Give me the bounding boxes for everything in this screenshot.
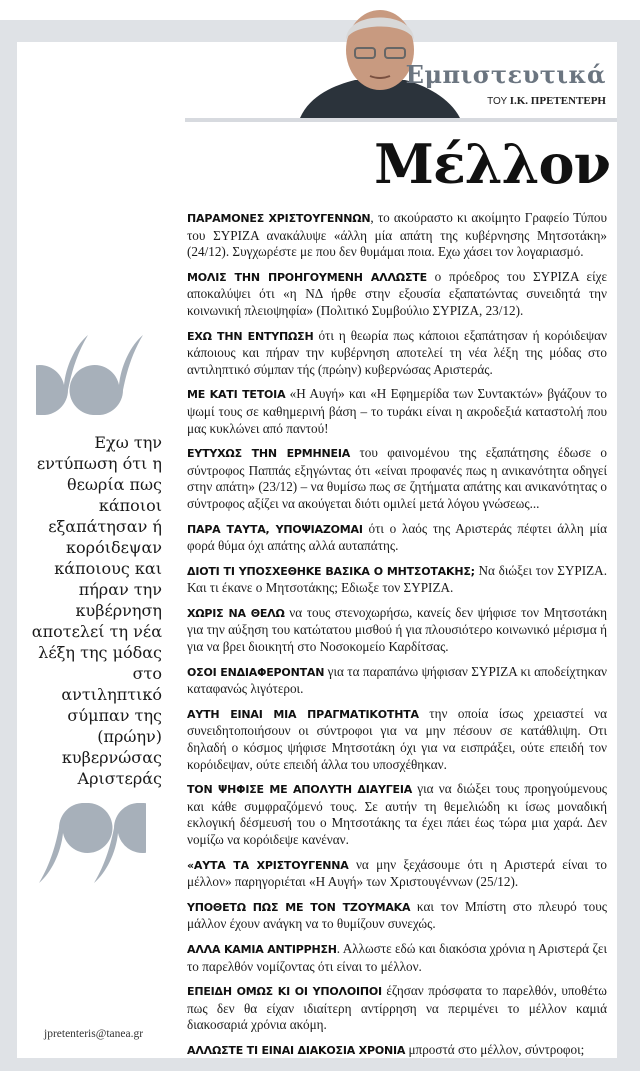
paragraph-text: την οποία ίσως χρειαστεί να συνειδητοποιήσουν οι σύντροφοι για να μην πέσουν σε κατάθλιψη. Οτι δηλαδή ο κόσμος ψήφισε Μητσοτάκη όχι για να εισπράξει, ούτε επειδή τον κορόιδεψαν, ούτε επειδή άλλα του υποσχέθηκαν. (187, 705, 607, 772)
paragraph-lead: ΑΛΛΑ ΚΑΜΙΑ ΑΝΤΙΡΡΗΣΗ (187, 942, 337, 956)
byline-prefix: ΤΟΥ (487, 96, 507, 107)
paragraph-lead: ΧΩΡΙΣ ΝΑ ΘΕΛΩ (187, 606, 285, 620)
paragraph (187, 386, 607, 437)
headline: Μέλλον (374, 132, 610, 196)
paragraph-lead: «ΑΥΤΑ ΤΑ ΧΡΙΣΤΟΥΓΕΝΝΑ (187, 858, 349, 872)
paragraph-lead: ΕΠΕΙΔΗ ΟΜΩΣ ΚΙ ΟΙ ΥΠΟΛΟΙΠΟΙ (187, 985, 382, 999)
paragraph-text: ότι ο λαός της Αριστεράς πέφτει άλλη μία φορά θύμα όχι απάτης αλλά αυταπάτης. (187, 520, 607, 554)
paragraph-text: ο πρόεδρος του ΣΥΡΙΖΑ είχε αποκαλύψει ότι «η ΝΔ ήρθε στην εξουσία εξαπατώντας συνειδητά την κοινωνική πλειοψηφία» (Πολιτικό Συμβούλιο ΣΥΡΙΖΑ, 23/12). (187, 268, 608, 318)
pull-quote: Εχω την εντύπωση ότι η θεωρία πως κάποιοι εξαπάτησαν ή κορόιδεψαν κάποιους και πήραν την κυβέρνηση αποτελεί τη νέα λέξη της μόδας στο αντιληπτικό σύμπαν της (πρώην) κυβερνώσας Αριστεράς (31, 433, 162, 788)
paragraph-text: . Αλλωστε εδώ και διακόσια χρόνια η Αριστερά ζει το παρελθόν νομίζοντας ότι είναι το μέλλον. (187, 940, 607, 974)
paragraph-text: Να διώξει τον ΣΥΡΙΖΑ. Και τι έκανε ο Μητσοτάκης; Εδιωξε τον ΣΥΡΙΖΑ. (187, 562, 607, 596)
paragraph-lead: ΔΙΟΤΙ ΤΙ ΥΠΟΣΧΕΘΗΚΕ ΒΑΣΙΚΑ Ο ΜΗΤΣΟΤΑΚΗΣ; (187, 564, 475, 578)
paragraph-lead: ΠΑΡΑ ΤΑΥΤΑ, ΥΠΟΨΙΑΖΟΜΑΙ (187, 522, 363, 536)
article-body (187, 210, 607, 1068)
paragraph-text: για να διώξει τους προηγούμενους και κάθε συμφραζόμενό τους. Σε αυτήν τη θεμελιώδη κι ίσως μοναδική εκλογική δέσμευσή του ο Μητσοτάκης τα έχει πάει έως τώρα μια χαρά. Δεν νομίζω να κορόιδεψε κανέναν. (187, 781, 607, 847)
paragraph (187, 941, 607, 975)
paragraph-lead: ΥΠΟΘΕΤΩ ΠΩΣ ΜΕ ΤΟΝ ΤΖΟΥΜΑΚΑ (187, 900, 411, 914)
header-band (185, 118, 617, 122)
paragraph-text: ότι η θεωρία πως κάποιοι εξαπάτησαν ή κορόιδεψαν κάποιους και πήραν την κυβέρνηση αποτελεί τη νέα λέξη της μόδας στο αντιληπτικό σύμπαν τής (πρώην) κυβερνώσας Αριστεράς. (187, 327, 607, 377)
paragraph-text: να μην ξεχάσουμε ότι η Αριστερά είναι το μέλλον» παρηγοριέται «Η Αυγή» των Χριστουγέννων (25/12). (187, 856, 607, 890)
paragraph (187, 983, 607, 1034)
paragraph-text: έζησαν πρόσφατα το παρελθόν, υποθέτω πως δεν θα είχαν ιδιαίτερη αντίρρηση να περιμένει το μέλλον καμιά διακοσαριά χρόνια ακόμη. (187, 983, 607, 1033)
paragraph-text: , το ακούραστο κι ακοίμητο Γραφείο Τύπου του ΣΥΡΙΖΑ ανακάλυψε «άλλη μία απάτη της κυβέρνησης Μητσοτάκη» (24/12). Συγχωρέστε με που δεν θυμάμαι ποια. Εχω χάσει τον λογαριασμό. (187, 210, 607, 260)
paragraph (187, 521, 607, 555)
byline (487, 95, 606, 107)
paragraph-text: μπροστά στο μέλλον, σύντροφοι; (405, 1041, 585, 1057)
paragraph-lead: ΟΣΟΙ ΕΝΔΙΑΦΕΡΟΝΤΑΝ (187, 665, 325, 679)
paragraph (187, 664, 607, 698)
paragraph-text: «Η Αυγή» και «Η Εφημερίδα των Συντακτών» βγάζουν το ψωμί τους σε καθημερινή βάση – το τυράκι είναι η ακροδεξιά καταστολή που μας κυκλώνει από παντού! (187, 386, 608, 436)
paragraph (187, 563, 607, 597)
column-title: Εμπιστευτικά (405, 60, 606, 89)
author-email: jpretenteris@tanea.gr (44, 1028, 144, 1040)
paragraph-lead: ΕΧΩ ΤΗΝ ΕΝΤΥΠΩΣΗ (187, 329, 314, 343)
paragraph-text: για τα παραπάνω ψήφισαν ΣΥΡΙΖΑ κι αποδείχτηκαν καταφανώς λιγότεροι. (187, 663, 607, 697)
paragraph-lead: ΤΟΝ ΨΗΦΙΣΕ ΜΕ ΑΠΟΛΥΤΗ ΔΙΑΥΓΕΙΑ (187, 783, 413, 797)
paragraph (187, 857, 607, 891)
paragraph (187, 210, 607, 261)
paragraph (187, 445, 607, 512)
paragraph-lead: ΑΛΛΩΣΤΕ ΤΙ ΕΙΝΑΙ ΔΙΑΚΟΣΙΑ ΧΡΟΝΙΑ (187, 1043, 406, 1057)
paragraph (187, 605, 607, 656)
paragraph (187, 706, 607, 773)
paragraph-lead: ΜΕ ΚΑΤΙ ΤΕΤΟΙΑ (187, 388, 286, 402)
paragraph-lead: ΕΥΤΥΧΩΣ ΤΗΝ ΕΡΜΗΝΕΙΑ (187, 447, 351, 461)
open-quote-icon (36, 330, 146, 415)
author-portrait (300, 0, 460, 118)
paragraph-text: να τους στενοχωρήσω, κανείς δεν ψήφισε τον Μητσοτάκη για την αύξηση του κατώτατου μισθού ή για πλουσιότερο κοινωνικό μέρισμα ή για να βρει διοικητή στο Νοσοκομείο Καρδίτσας. (187, 604, 608, 655)
paragraph (187, 1042, 607, 1060)
paragraph (187, 781, 607, 848)
byline-author: Ι.Κ. ΠΡΕΤΕΝΤΕΡΗ (509, 95, 606, 107)
paragraph (187, 328, 607, 379)
paragraph (187, 899, 607, 933)
paragraph-text: και τον Μπίστη στο πλευρό τους μάλλον έχουν ανάγκη να το θυμίζουν συνεχώς. (187, 898, 607, 932)
paragraph-lead: ΜΟΛΙΣ ΤΗΝ ΠΡΟΗΓΟΥΜΕΝΗ ΑΛΛΩΣΤΕ (187, 270, 427, 284)
paragraph-text: του φαινομένου της εξαπάτησης έδωσε ο σύντροφος Παππάς εξηγώντας ότι «είναι προφανές πως η ανικανότητα οδηγεί στην απάτη» (23/12) – να θυμίσω πως σε ζητήματα απάτης και ανικανότητας ο σύντροφος αξίζει να ακούγεται διότι ομιλεί μετά λόγου γνώσεως... (187, 445, 607, 511)
close-quote-icon (36, 803, 146, 888)
paragraph-lead: ΑΥΤΗ ΕΙΝΑΙ ΜΙΑ ΠΡΑΓΜΑΤΙΚΟΤΗΤΑ (187, 707, 419, 721)
paragraph (187, 269, 607, 320)
paragraph-lead: ΠΑΡΑΜΟΝΕΣ ΧΡΙΣΤΟΥΓΕΝΝΩΝ (187, 212, 371, 225)
